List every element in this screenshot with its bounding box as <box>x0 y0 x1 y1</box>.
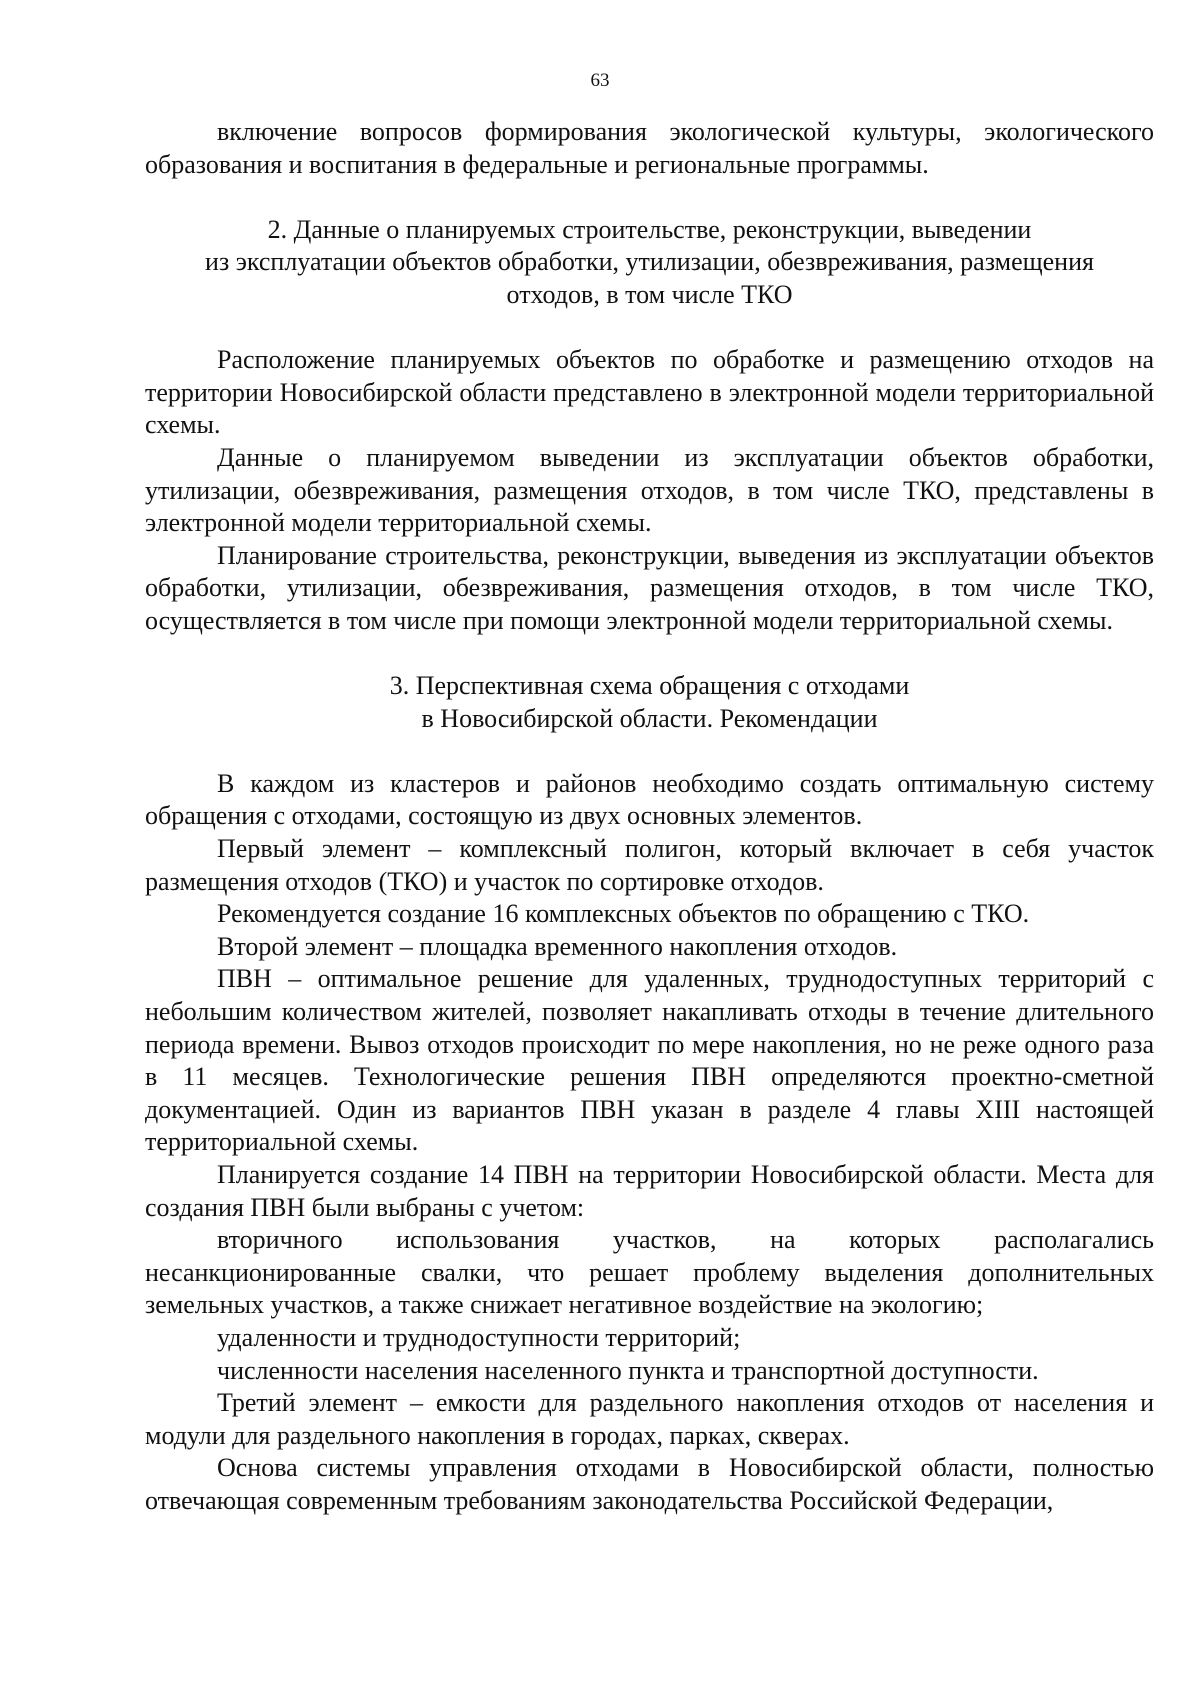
section-3-paragraph: Второй элемент – площадка временного накопления отходов. <box>217 931 898 961</box>
section-3-heading-line: 3. Перспективная схема обращения с отходами <box>389 671 910 701</box>
section-3-list-item: удаленности и труднодоступности территорий; <box>217 1322 741 1352</box>
section-3-heading <box>145 670 1154 735</box>
section-2-paragraph: Планирование строительства, реконструкции, выведения из эксплуатации объектов обработки, утилизации, обезвреживания, размещения отходов, в том числе ТКО, осуществляется в том числе при помощи электронной модели территориальной схемы. <box>145 540 1154 635</box>
section-2-paragraph: Расположение планируемых объектов по обработке и размещению отходов на территории Новосибирской области представлено в электронной модели территориальной схемы. <box>145 345 1154 440</box>
spacer <box>145 181 1154 214</box>
page-number: 63 <box>590 70 610 91</box>
section-2-heading-line: из эксплуатации объектов обработки, утилизации, обезвреживания, размещения <box>205 247 1094 277</box>
section-2-paragraph: Данные о планируемом выведении из эксплуатации объектов обработки, утилизации, обезвреживания, размещения отходов, в том числе ТКО, представлены в электронной модели территориальной схемы. <box>145 442 1154 538</box>
spacer <box>145 735 1154 768</box>
section-3-heading-line: в Новосибирской области. Рекомендации <box>421 703 878 733</box>
section-3-paragraph: В каждом из кластеров и районов необходимо создать оптимальную систему обращения с отходами, состоящую из двух основных элементов. <box>145 768 1154 831</box>
section-2-heading-line: отходов, в том числе ТКО <box>506 279 793 309</box>
spacer <box>145 312 1154 345</box>
section-3-list-item: вторичного использования участков, на которых располагались несанкционированные свалки, что решает проблему выделения дополнительных земельных участков, а также снижает негативное воздействие на экологию; <box>145 1225 1154 1320</box>
document-body <box>145 116 1154 1518</box>
section-3-paragraph: Третий элемент – емкости для раздельного накопления отходов от населения и модули для раздельного накопления в городах, парках, скверах. <box>145 1388 1154 1450</box>
section-2-heading-line: 2. Данные о планируемых строительстве, реконструкции, выведении <box>267 214 1032 244</box>
section-3-paragraph: Основа системы управления отходами в Новосибирской области, полностью отвечающая современным требованиям законодательства Российской Федерации, <box>145 1453 1154 1515</box>
section-3-paragraph: Планируется создание 14 ПВН на территории Новосибирской области. Места для создания ПВН были выбраны с учетом: <box>145 1160 1154 1222</box>
section-2-heading <box>145 214 1154 312</box>
section-3-paragraph: ПВН – оптимальное решение для удаленных, труднодоступных территорий с небольшим количеством жителей, позволяет накапливать отходы в течение длительного периода времени. Вывоз отходов происходит по мере накопления, но не реже одного раза в 11 месяцев. Технологические решения ПВН определяются проектно-сметной документацией. Один из вариантов ПВН указан в разделе 4 главы XIII настоящей территориальной схемы. <box>145 964 1154 1157</box>
section-3-paragraph: Рекомендуется создание 16 комплексных объектов по обращению с ТКО. <box>217 899 1030 929</box>
section-3-list-item: численности населения населенного пункта и транспортной доступности. <box>217 1355 1039 1385</box>
spacer <box>145 638 1154 671</box>
continuation-paragraph: включение вопросов формирования экологической культуры, экологического образования и воспитания в федеральные и региональные программы. <box>145 117 1154 179</box>
section-3-paragraph: Первый элемент – комплексный полигон, который включает в себя участок размещения отходов (ТКО) и участок по сортировке отходов. <box>145 834 1154 896</box>
